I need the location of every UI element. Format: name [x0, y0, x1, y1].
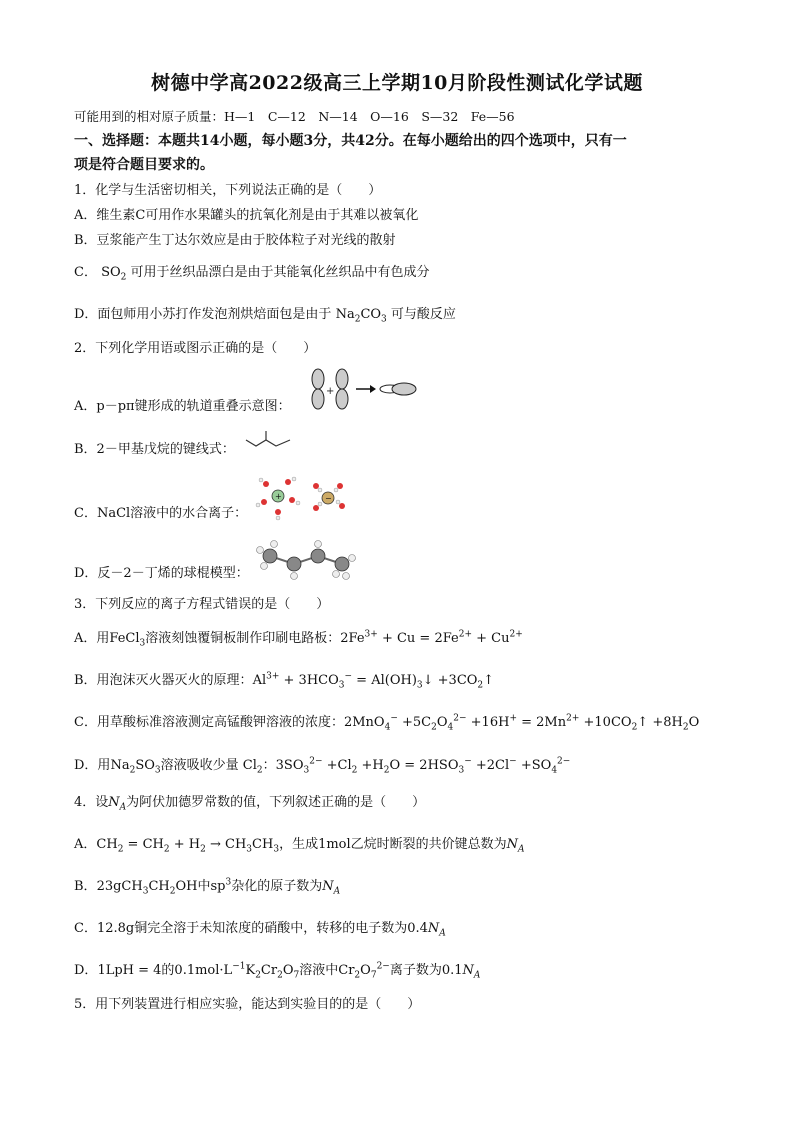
q4-a-prefix: A． [74, 837, 97, 852]
q4-c-text: C．12.8g铜完全溶于未知浓度的硝酸中，转移的电子数为 [74, 921, 408, 936]
page-title: 树德中学高2022级高三上学期10月阶段性测试化学试题 [151, 72, 643, 94]
q4-b-prefix: B． [74, 879, 97, 894]
formula-cr2o7: $Cr_2O_7^{2-}$ [338, 961, 390, 981]
q4-option-b [74, 878, 340, 896]
q1-d-text: 可与酸反应 [390, 307, 456, 322]
value-0-1na: $0.1N_A$ [441, 963, 481, 981]
section-heading-line2: 项是符合题目要求的。 [74, 157, 214, 173]
formula-sp3: $sp^3$ [210, 877, 232, 894]
q4-b-mid: 中 [197, 879, 211, 894]
formula-so2: $SO_2$ [96, 265, 127, 283]
q3-a-prefix: A．用 [74, 631, 110, 646]
hydrated-ion-figure [254, 470, 354, 530]
value-0-4na: $0.4N_A$ [407, 921, 446, 939]
equation-q3b: $Al^{3+} + 3HCO_3^-$ = $Al(OH)_3↓$ $+3CO_2↑$ [252, 671, 495, 691]
q1-c-text: 可用于丝织品漂白是由于其能氧化丝织品中有色成分 [130, 265, 430, 280]
q3-option-d [74, 757, 570, 775]
symbol-na: $N_A$ [108, 795, 127, 813]
equation-q3d: $3SO_3^{2-} +Cl_2 +H_2O = 2HSO_3^- +2Cl^- +SO_4^{2-}$ [275, 756, 571, 776]
p-p-pi-orbital-overlap-figure [308, 368, 428, 412]
q2-option-d: D．反－2－丁烯的球棍模型： [74, 566, 249, 581]
q2-option-a: A．p－pπ键形成的轨道重叠示意图： [74, 399, 291, 414]
q4-stem [74, 794, 425, 812]
q1-stem: 1．化学与生活密切相关，下列说法正确的是（ ） [74, 183, 382, 198]
2-methylpentane-skeletal-figure [244, 430, 294, 452]
q3-b-text: B．用泡沫灭火器灭火的原理： [74, 673, 253, 688]
q2-option-c: C．NaCl溶液中的水合离子： [74, 506, 248, 521]
formula-ph-solution: 1LpH = 4的$0.1mol\cdot L^{-1}K_2Cr_2O_7$ [97, 961, 300, 981]
formula-na2co3: $Na_2CO_3$ [331, 307, 387, 325]
q4-stem-text: 为阿伏加德罗常数的值，下列叙述正确的是（ ） [126, 795, 426, 810]
formula-na2so3: $Na_2SO_3$ [110, 758, 161, 776]
trans-2-butene-ball-stick-figure [256, 538, 356, 582]
q3-option-c [74, 714, 699, 732]
q4-d-text: 离子数为 [389, 963, 442, 978]
q3-d-mid: 溶液吸收少量 [160, 758, 239, 773]
equation-q3c: $2MnO_4^- +5C_2O_4^{2-} +16H^+ = 2Mn^{2+}$ $+10CO_2↑ +8H_2O$ [343, 713, 700, 733]
q1-option-a: A．维生素C可用作水果罐头的抗氧化剂是由于其难以被氧化 [74, 208, 419, 223]
q5-stem: 5．用下列装置进行相应实验，能达到实验目的的是（ ） [74, 997, 421, 1012]
symbol-na: $N_A$ [506, 837, 525, 855]
formula-fecl3: FeCl$_3$ [109, 631, 146, 649]
svg-text:+: + [326, 386, 335, 397]
equation-q4a: $CH_2 = CH_2 + H_2 \to CH_3CH_3$ [96, 837, 280, 855]
q4-a-text: ，生成1mol乙烷时断裂的共价键总数为 [279, 837, 507, 852]
q3-option-a [74, 630, 523, 648]
q3-stem: 3．下列反应的离子方程式错误的是（ ） [74, 597, 330, 612]
svg-text:−: − [325, 494, 332, 503]
q1-option-d [74, 306, 456, 324]
svg-text:+: + [275, 492, 282, 501]
q3-d-colon: ： [262, 758, 276, 773]
formula-ethanol: $23gCH_3CH_2OH$ [96, 879, 198, 897]
q1-d-prefix: D．面包师用小苏打作发泡剂烘焙面包是由于 [74, 307, 332, 322]
equation-q3a: $2Fe^{3+} + Cu = 2Fe^{2+} + Cu^{2+}$ [340, 629, 523, 646]
q3-c-text: C．用草酸标准溶液测定高锰酸钾溶液的浓度： [74, 715, 344, 730]
q4-option-d [74, 962, 480, 980]
q4-option-c [74, 920, 446, 938]
q3-d-prefix: D．用 [74, 758, 111, 773]
formula-cl2: $Cl_2$ [238, 758, 263, 776]
q4-b-text: 杂化的原子数为 [231, 879, 323, 894]
q4-stem-prefix: 4．设 [74, 795, 109, 810]
q1-option-c [74, 264, 430, 282]
symbol-na: $N_A$ [322, 879, 341, 897]
atomic-masses: 可能用到的相对原子质量：H—1 C—12 N—14 O—16 S—32 Fe—56 [74, 109, 515, 124]
q4-d-mid: 溶液中 [299, 963, 339, 978]
q4-option-a [74, 836, 525, 854]
q3-option-b [74, 672, 494, 690]
q3-a-text: 溶液刻蚀覆铜板制作印刷电路板： [145, 631, 341, 646]
q2-stem: 2．下列化学用语或图示正确的是（ ） [74, 341, 317, 356]
q4-d-prefix: D． [74, 963, 98, 978]
q1-option-b: B．豆浆能产生丁达尔效应是由于胶体粒子对光线的散射 [74, 233, 396, 248]
q2-option-b: B．2－甲基戊烷的键线式： [74, 442, 235, 457]
section-heading-line1: 一、选择题：本题共14小题，每小题3分，共42分。在每小题给出的四个选项中，只有一 [74, 133, 627, 149]
q1-c-prefix: C． [74, 265, 97, 280]
